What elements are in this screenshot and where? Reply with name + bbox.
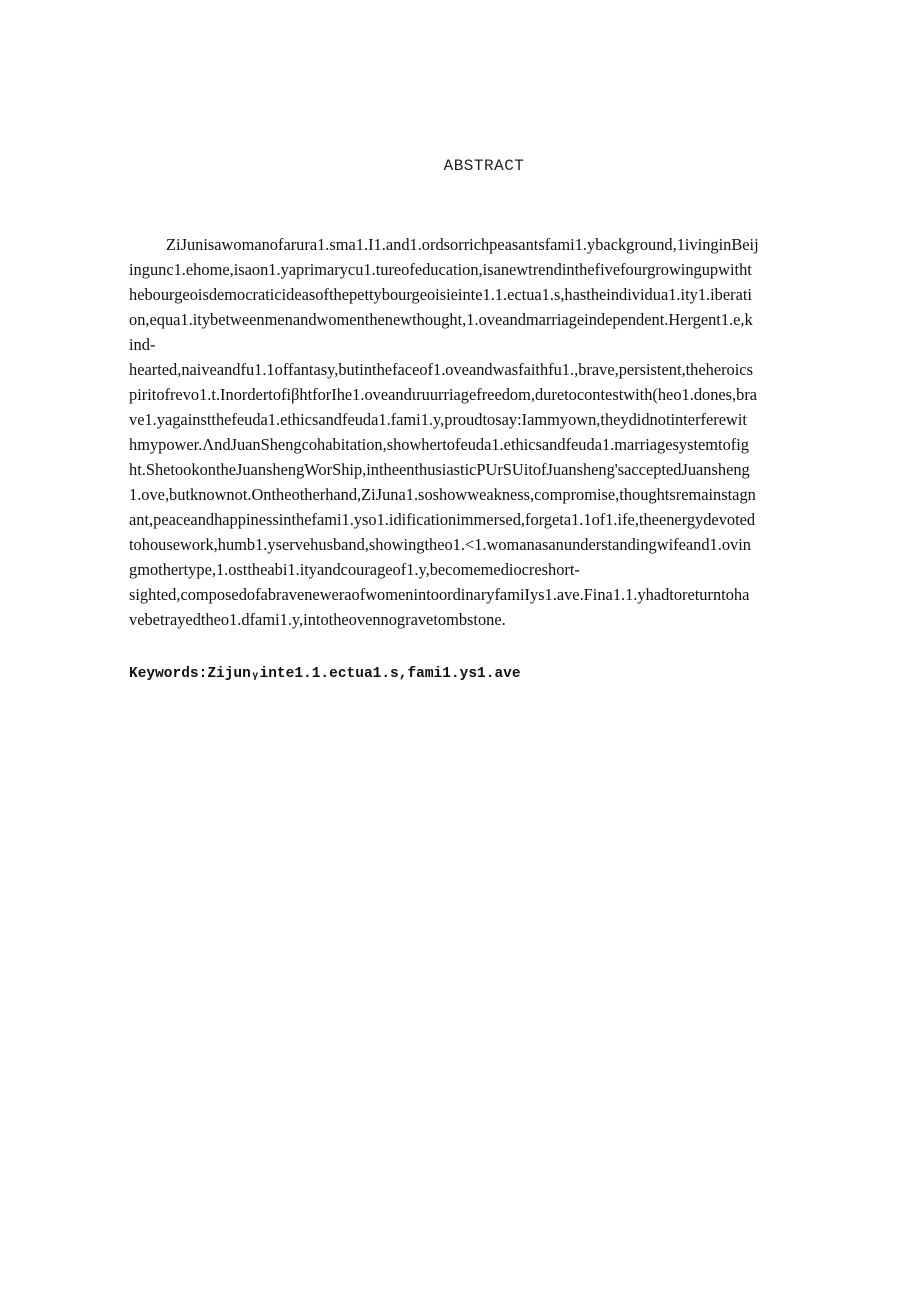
abstract-line: sighted,composedofabraveneweraofwomenintoordinaryfamiIys1.ave.Fina1.1.yhadtoreturntoha — [129, 585, 750, 604]
abstract-line: ingunc1.ehome,isaon1.yaprimarycu1.tureofeducation,isanewtrendinthefivefourgrowingupwitht — [129, 260, 752, 279]
abstract-line: ZiJunisawomanofarura1.sma1.I1.and1.ordsorrichpeasantsfami1.ybackground,1ivinginBeij — [166, 235, 759, 254]
abstract-line: ht.ShetookontheJuanshengWorShip,intheenthusiasticPUrSUitofJuansheng'sacceptedJuansheng — [129, 460, 750, 479]
abstract-line: hebourgeoisdemocraticideasofthepettybourgeoisieinte1.1.ectua1.s,hastheindividua1.ity1.iberati — [129, 285, 752, 304]
abstract-line: vebetrayedtheo1.dfami1.y,intotheovennogravetombstone. — [129, 610, 506, 629]
abstract-line: ant,peaceandhappinessinthefami1.yso1.idificationimmersed,forgeta1.1of1.ife,theenergydevoted — [129, 510, 756, 529]
keywords-line: Keywords:Zijunᵧinte1.1.ectua1.s,fami1.ys1.ave — [129, 666, 521, 682]
abstract-line: tohousework,humb1.yservehusband,showingtheo1.<1.womanasanunderstandingwifeand1.ovin — [129, 535, 751, 554]
abstract-line: on,equa1.itybetweenmenandwomenthenewthought,1.oveandmarriageindependent.Hergent1.e,k — [129, 310, 753, 329]
abstract-line: piritofrevo1.t.InordertofiβhtforIhe1.oveandιruurriagefreedom,duretocontestwith(heo1.dones,bra — [129, 385, 758, 404]
abstract-line: hearted,naiveandfu1.1offantasy,butinthefaceof1.oveandwasfaithfu1.,brave,persistent,theheroics — [129, 360, 753, 379]
abstract-line: ve1.yagainstthefeuda1.ethicsandfeuda1.fami1.y,proudtosay:Iammyown,theydidnotinterferewit — [129, 410, 747, 429]
abstract-line: ind- — [129, 335, 156, 354]
abstract-title: ABSTRACT — [443, 157, 525, 175]
abstract-paragraph — [129, 232, 839, 632]
abstract-line: gmothertype,1.osttheabi1.ityandcourageof1.y,becomemediocreshort- — [129, 560, 580, 579]
abstract-line: 1.ove,butknownot.Ontheotherhand,ZiJuna1.soshowweakness,compromise,thoughtsremainstagn — [129, 485, 756, 504]
abstract-line: hmypower.ΛndJuanShengcohabitation,showhertofeuda1.ethicsandfeuda1.marriagesystemtofig — [129, 435, 749, 454]
